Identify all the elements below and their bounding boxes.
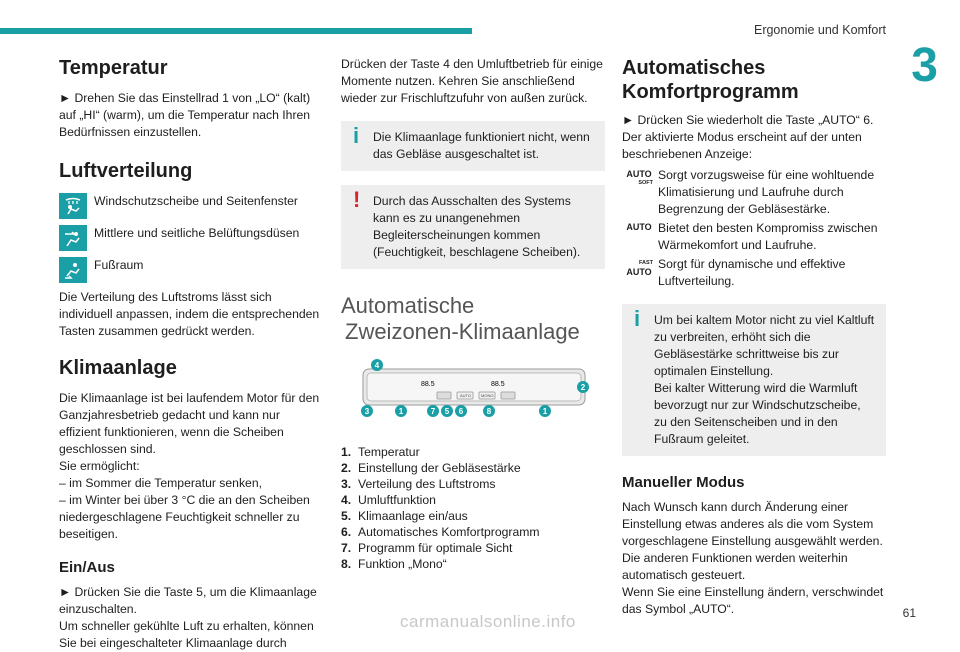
luft-item-center-vents: [59, 225, 321, 251]
auto-icon: AUTO: [626, 222, 652, 232]
windshield-airflow-icon: [59, 193, 87, 219]
heading-ein-aus: Ein/Aus: [59, 559, 115, 576]
info-note-text: Um bei kaltem Motor nicht zu viel Kaltluft zu verbreiten, erhöht sich die Gebläsestärke schrittweise bis zur optimalen Einstellung. Bei kalter Witterung wird die Warmluft bevorzugt nur zur Windschutzscheibe, zu den Seitenscheiben und in den Fußraum geleitet.: [654, 313, 875, 446]
mode-text: Sorgt für dynamische und effektive Luftverteilung.: [658, 257, 846, 288]
column-1: [59, 56, 321, 652]
luft-item-footwell: [59, 257, 321, 283]
warning-note-text: Durch das Ausschalten des Systems kann es zu unangenehmen Begleiterscheinungen kommen (Feuchtigkeit, beschlagene Scheiben).: [373, 194, 581, 259]
page-number: 61: [902, 606, 916, 620]
legend-item: 6. Automatisches Komfortprogramm: [341, 525, 540, 539]
text-auto-komfort: ► Drücken Sie wiederholt die Taste „AUTO“ 6. Der aktivierte Modus erscheint auf der unten beschriebenen Anzeige:: [622, 113, 874, 161]
heading-klimaanlage: Klimaanlage: [59, 357, 177, 379]
svg-text:3: 3: [364, 407, 370, 416]
text-luftverteilung: Die Verteilung des Luftstroms lässt sich individuell anpassen, indem die entsprechenden Tasten zusammen gedrückt werden.: [59, 290, 320, 338]
climate-control-panel-illustration: [341, 359, 605, 424]
mode-text: Bietet den besten Kompromiss zwischen Wärmekomfort und Laufruhe.: [658, 221, 878, 252]
section-title-line-2: Zweizonen-Klimaanlage: [345, 319, 580, 344]
text-ein-aus: ► Drücken Sie die Taste 5, um die Klimaanlage einzuschalten. Um schneller gekühlte Luft zu erhalten, können Sie bei eingeschalteter Klimaanlage durch: [59, 585, 317, 650]
panel-display-right: 88.5: [491, 381, 505, 388]
heading-temperatur: Temperatur: [59, 57, 168, 79]
panel-display-left: 88.5: [421, 381, 435, 388]
chapter-number: 3: [911, 39, 938, 92]
watermark: carmanualsonline.info: [400, 612, 576, 631]
mode-auto-fast: [622, 256, 886, 290]
legend-item: 5. Klimaanlage ein/aus: [341, 509, 468, 523]
text-manueller-modus: Nach Wunsch kann durch Änderung einer Einstellung etwas anderes als die vom System vorgeschlagene Einstellung ausgewählt werden. Die anderen Funktionen werden weiterhin automatisch gesteuert. Wenn Sie eine Einstellung ändern, verschwindet das Symbol „AUTO“.: [622, 500, 884, 616]
legend-item: 1. Temperatur: [341, 445, 420, 459]
legend-item: 4. Umluftfunktion: [341, 493, 436, 507]
heading-auto-komfort: Automatisches Komfortprogramm: [622, 57, 799, 103]
svg-text:7: 7: [430, 407, 436, 416]
luft-item-label: Fußraum: [94, 258, 144, 272]
svg-text:6: 6: [458, 407, 464, 416]
legend-item: 8. Funktion „Mono“: [341, 557, 447, 571]
warning-icon: !: [353, 187, 361, 212]
panel-mono-button: MONO: [481, 393, 494, 398]
luft-item-label: Mittlere und seitliche Belüftungsdüsen: [94, 226, 300, 240]
column-2: [341, 56, 605, 572]
face-vent-airflow-icon: [59, 225, 87, 251]
svg-text:5: 5: [444, 407, 450, 416]
header-bar: [0, 28, 472, 34]
legend-item: 2. Einstellung der Gebläsestärke: [341, 461, 521, 475]
panel-auto-button: AUTO: [460, 393, 472, 398]
auto-fast-icon: FAST AUTO: [626, 260, 653, 277]
mode-auto-soft: [622, 167, 886, 218]
info-icon: i: [634, 306, 641, 331]
svg-text:1: 1: [398, 407, 404, 416]
info-icon: i: [353, 123, 360, 148]
luft-item-label: Windschutzscheibe und Seitenfenster: [94, 194, 298, 208]
legend-item: 7. Programm für optimale Sicht: [341, 541, 513, 555]
svg-text:2: 2: [580, 383, 586, 392]
info-note-text: Die Klimaanlage funktioniert nicht, wenn das Gebläse ausgeschaltet ist.: [373, 130, 590, 161]
chapter-title: Ergonomie und Komfort: [753, 23, 886, 37]
legend-list: [341, 444, 605, 572]
heading-luftverteilung: Luftverteilung: [59, 160, 193, 182]
footwell-airflow-icon: [59, 257, 87, 283]
section-title-dual-zone: [341, 293, 605, 345]
svg-text:1: 1: [542, 407, 548, 416]
mode-auto: [622, 220, 886, 254]
auto-soft-icon: AUTO SOFT: [626, 169, 653, 186]
text-temperatur: ► Drehen Sie das Einstellrad 1 von „LO“ (kalt) auf „HI“ (warm), um die Temperatur nach Ihren Bedürfnissen einzustellen.: [59, 91, 311, 139]
info-note: [622, 304, 886, 456]
heading-manueller-modus: Manueller Modus: [622, 474, 745, 491]
svg-text:4: 4: [374, 361, 380, 370]
warning-note: [341, 185, 605, 269]
column-3: [622, 56, 886, 618]
section-title-line-1: Automatische: [341, 293, 475, 318]
text-umluft: Drücken der Taste 4 den Umluftbetrieb für einige Momente nutzen. Kehren Sie anschließend wieder zur Frischluftzufuhr von außen zurück.: [341, 57, 603, 105]
info-note: [341, 121, 605, 171]
luft-item-windshield: [59, 193, 321, 219]
svg-text:8: 8: [486, 407, 492, 416]
legend-item: 3. Verteilung des Luftstroms: [341, 477, 496, 491]
text-klimaanlage: Die Klimaanlage ist bei laufendem Motor für den Ganzjahresbetrieb gedacht und kann nur effizient funktionieren, wenn die Scheiben geschlossen sind. Sie ermöglicht: – im Sommer die Temperatur senken, – im Winter bei über 3 °C die an den Scheiben niedergeschlagene Feuchtigkeit schneller zu beseitigen.: [59, 391, 320, 541]
mode-text: Sorgt vorzugsweise für eine wohltuende Klimatisierung und Laufruhe durch Begrenzung der Gebläsestärke.: [658, 168, 875, 216]
